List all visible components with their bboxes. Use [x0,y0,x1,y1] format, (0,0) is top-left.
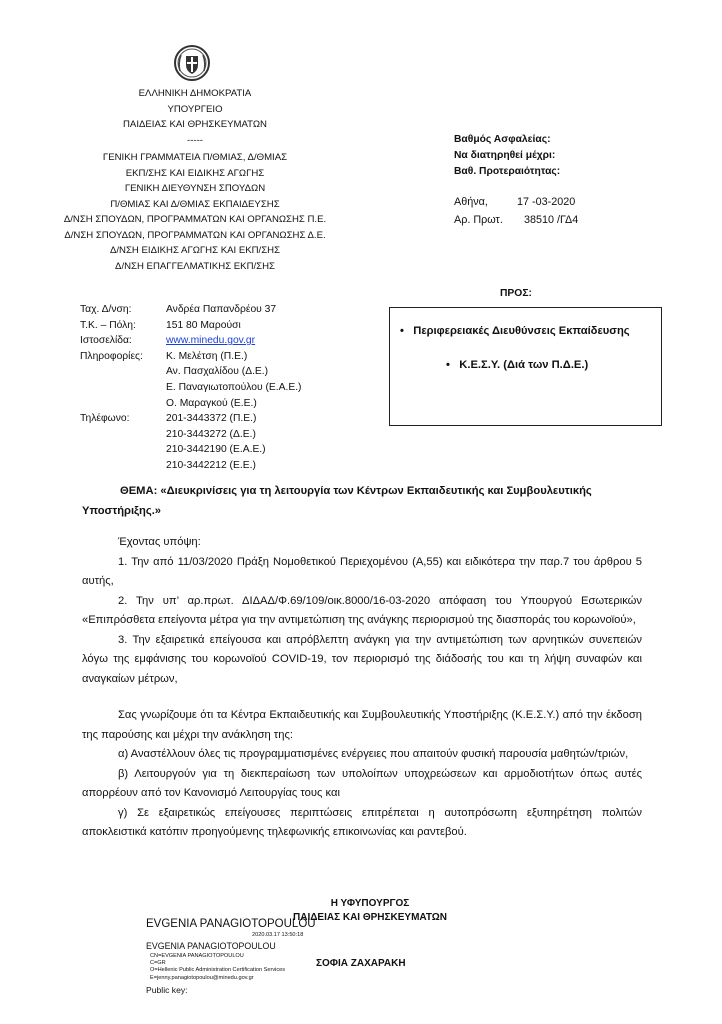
intro-paragraph: Σας γνωρίζουμε ότι τα Κέντρα Εκπαιδευτικής και Συμβουλευτικής Υποστήριξης (Κ.Ε.Σ.Υ.) από την έκδοση της παρούσης και μέχρι την ανάκληση της: [82,709,642,741]
place: Αθήνα, [454,196,488,208]
place-date-block [454,193,578,229]
header-line: Δ/ΝΣΗ ΣΠΟΥΔΩΝ, ΠΡΟΓΡΑΜΜΑΤΩΝ ΚΑΙ ΟΡΓΑΝΩΣΗΣ Δ.Ε. [64,229,326,241]
phone-value: 210-3443272 (Δ.Ε.) [166,428,256,440]
protocol-number: 38510 /ΓΔ4 [524,214,579,226]
bullet-icon: • [446,359,460,371]
digital-signature-name-large: EVGENIA PANAGIOTOPOULOU [146,918,316,930]
considering-label: Έχοντας υπόψη: [118,536,201,548]
header-line: Π/ΘΜΙΑΣ ΚΑΙ Δ/ΘΜΙΑΣ ΕΚΠΑΙΔΕΥΣΗΣ [110,198,280,210]
body [82,533,642,843]
protocol-label: Αρ. Πρωτ. [454,214,503,226]
header-line: ΓΕΝΙΚΗ ΓΡΑΜΜΑΤΕΙΑ Π/ΘΜΙΑΣ, Δ/ΘΜΙΑΣ [102,152,288,163]
keep-until-label: Να διατηρηθεί μέχρι: [454,150,556,161]
considering-point: 3. Την εξαιρετικά επείγουσα και απρόβλεπτη ανάγκη για την αντιμετώπιση των αρνητικών συνεπειών λόγω της εμφάνισης του κορωνοϊού COVID-19, τον περιορισμό της διάδοσής του και τη λήψη συναφών και αναγκαίων μέτρων, [82,633,642,685]
info-value: Ο. Μαραγκού (Ε.Ε.) [166,397,257,409]
contact-block [80,302,301,474]
considering-point: 2. Την υπ’ αρ.πρωτ. ΔΙΔΑΔ/Φ.69/109/οικ.8000/16-03-2020 απόφαση του Υπουργού Εσωτερικών «Επιπρόσθετα επείγοντα μέτρα για την αντιμετώπιση της ανάγκης περιορισμού της διασποράς του κορωνοϊού», [82,594,642,626]
address-value: Ανδρέα Παπανδρέου 37 [166,304,277,315]
info-label: Πληροφορίες: [80,350,143,362]
phone-value: 210-3442212 (Ε.Ε.) [166,459,256,471]
header-line: Δ/ΝΣΗ ΕΠΑΓΓΕΛΜΑΤΙΚΗΣ ΕΚΠ/ΣΗΣ [115,260,275,272]
subject-text: «Διευκρινίσεις για τη λειτουργία των Κέντρων Εκπαιδευτικής και Συμβουλευτικής [160,485,592,497]
recipients-box [389,307,662,426]
recipient-label: Κ.Ε.Σ.Υ. (Διά των Π.Δ.Ε.) [459,359,589,371]
signature-role-line: Η ΥΦΥΠΟΥΡΓΟΣ [330,898,410,909]
phone-label: Τηλέφωνο: [80,413,130,425]
ministry-header [40,86,350,274]
header-line: ΠΑΙΔΕΙΑΣ ΚΑΙ ΘΡΗΣΚΕΥΜΑΤΩΝ [123,119,267,130]
subject [82,482,642,521]
header-line: ----- [187,134,203,146]
header-line: Δ/ΝΣΗ ΣΠΟΥΔΩΝ, ΠΡΟΓΡΑΜΜΑΤΩΝ ΚΑΙ ΟΡΓΑΝΩΣΗΣ Π.Ε. [63,214,327,225]
signature-role-line: ΠΑΙΔΕΙΑΣ ΚΑΙ ΘΡΗΣΚΕΥΜΑΤΩΝ [293,912,447,923]
public-key-label: Public key: [146,985,188,995]
subject-label: ΘΕΜΑ: [120,485,158,497]
phone-value: 201-3443372 (Π.Ε.) [166,413,257,425]
digital-signature-date: 2020.03.17 13:50:18 [252,932,304,938]
cert-line: C=GR [150,960,166,967]
cert-line: O=Hellenic Public Administration Certification Services [150,967,286,974]
hellenic-republic-emblem-icon [172,43,212,83]
recipients-title: ΠΡΟΣ: [500,288,532,299]
header-line: ΕΛΛΗΝΙΚΗ ΔΗΜΟΚΡΑΤΙΑ [138,88,252,99]
measure-item: γ) Σε εξαιρετικώς επείγουσες περιπτώσεις επιτρέπεται η αυτοπρόσωπη εξυπηρέτηση πολιτών αποκλειστικά κατόπιν προηγούμενης τηλεφωνικής επικοινωνίας και ραντεβού. [82,806,642,838]
zip-label: Τ.Κ. – Πόλη: [80,319,136,331]
info-value: Ε. Παναγιωτοπούλου (Ε.Α.Ε.) [166,381,302,393]
cert-line: CN=EVGENIA PANAGIOTOPOULOU [150,953,244,959]
header-line: ΥΠΟΥΡΓΕΙΟ [167,103,223,115]
info-value: Κ. Μελέτση (Π.Ε.) [166,350,248,362]
header-line: ΕΚΠ/ΣΗΣ ΚΑΙ ΕΙΔΙΚΗΣ ΑΓΩΓΗΣ [125,167,265,179]
header-line: Δ/ΝΣΗ ΕΙΔΙΚΗΣ ΑΓΩΓΗΣ ΚΑΙ ΕΚΠ/ΣΗΣ [109,245,281,256]
recipient-item [400,325,630,337]
measure-item: β) Λειτουργούν για τη διεκπεραίωση των υπολοίπων υποχρεώσεων και αρμοδιοτήτων όπως αυτές απορρέουν από τον Κανονισμό Λειτουργίας τους και [82,767,642,799]
recipient-item [446,359,588,371]
digital-signature-name: EVGENIA PANAGIOTOPOULOU [146,941,276,951]
info-value: Αν. Πασχαλίδου (Δ.Ε.) [166,366,269,378]
zip-value: 151 80 Μαρούσι [166,319,241,331]
security-level-label: Βαθμός Ασφαλείας: [454,134,551,145]
recipient-label: Περιφερειακές Διευθύνσεις Εκπαίδευσης [413,325,630,337]
priority-label: Βαθ. Προτεραιότητας: [454,166,561,177]
website-label: Ιστοσελίδα: [80,335,132,347]
subject-text-cont: Υποστήριξης.» [82,504,162,517]
cert-line: E=jenny.panagiotopoulou@minedu.gov.gr [150,974,254,981]
digital-signature-cert [150,953,285,982]
considering-point: 1. Την από 11/03/2020 Πράξη Νομοθετικού Περιεχομένου (Α,55) και ειδικότερα την παρ.7 του άρθρου 5 αυτής, [82,555,642,587]
phone-value: 210-3442190 (Ε.Α.Ε.) [166,444,266,456]
website-link[interactable]: www.minedu.gov.gr [166,335,256,347]
bullet-icon: • [400,325,414,337]
header-line: ΓΕΝΙΚΗ ΔΙΕΥΘΥΝΣΗ ΣΠΟΥΔΩΝ [124,183,266,194]
address-label: Ταχ. Δ/νση: [80,304,132,315]
security-block [454,132,560,180]
measure-item: α) Αναστέλλουν όλες τις προγραμματισμένες ενέργειες που απαιτούν φυσική παρουσία μαθητών/τριών, [118,748,629,760]
signatory-name: ΣΟΦΙΑ ΖΑΧΑΡΑΚΗ [316,958,406,969]
date: 17 -03-2020 [517,196,576,208]
